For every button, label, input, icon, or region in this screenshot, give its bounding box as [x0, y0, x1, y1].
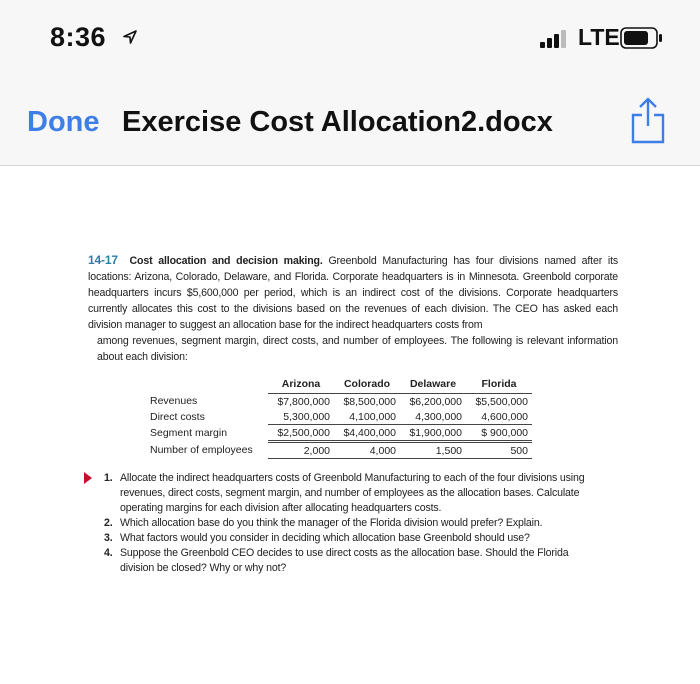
table-cell: $2,500,000: [268, 425, 334, 442]
question-text: Suppose the Greenbold CEO decides to use direct costs as the allocation base. Should the Florida division be closed? Why or why not?: [120, 547, 569, 574]
done-button[interactable]: Done: [27, 106, 100, 138]
list-item: [100, 516, 600, 531]
document-page: [88, 252, 618, 376]
table-cell: 4,300,000: [400, 409, 466, 425]
column-header: Delaware: [400, 376, 466, 394]
list-item: [100, 546, 600, 576]
column-header: Colorado: [334, 376, 400, 394]
document-title: Exercise Cost Allocation2.docx: [122, 106, 553, 138]
row-label: Segment margin: [150, 427, 228, 439]
top-bar: [0, 0, 700, 166]
problem-statement: [88, 252, 618, 333]
problem-text: Greenbold Manufacturing has four divisions named after its locations: Arizona, Colorado, Delaware, and Florida. Corporate headquarters is in Minnesota. Greenbold corporate headquarters incurs $5,600,000 per period, which is an indirect cost of the divisions. Corporate headquarters currently allocates this cost to the divisions based on the revenues of each division. The CEO has asked each division manager to suggest an allocation base for the indirect headquarters costs from: [88, 255, 619, 331]
share-icon[interactable]: [630, 96, 666, 144]
table-cell: 500: [466, 442, 532, 459]
table-row: [150, 409, 532, 425]
question-number: 4.: [104, 547, 113, 559]
table-cell: $5,500,000: [475, 395, 528, 408]
status-time: 8:36: [50, 22, 107, 52]
question-number: 1.: [104, 472, 113, 484]
table-row: [150, 442, 532, 459]
row-label: Number of employees: [150, 444, 253, 456]
table-cell: $1,900,000: [400, 425, 466, 442]
location-arrow-icon: [122, 29, 138, 45]
column-header: Arizona: [268, 376, 334, 394]
table-cell: $8,500,000: [343, 395, 396, 408]
list-item: [100, 471, 600, 516]
table-cell: $6,200,000: [409, 395, 462, 408]
column-header: Florida: [466, 376, 532, 394]
triangle-bullet-icon: [84, 472, 92, 484]
signal-strength-icon: [540, 30, 572, 48]
list-item: [100, 531, 600, 546]
question-list: [100, 471, 600, 576]
table-cell: $7,800,000: [277, 395, 330, 408]
table-row: [150, 425, 532, 442]
question-number: 3.: [104, 532, 113, 544]
table-row: [150, 394, 532, 410]
row-label: Direct costs: [150, 410, 205, 423]
table-cell: 4,000: [334, 442, 400, 459]
problem-number: 14-17: [88, 253, 118, 267]
question-text: Allocate the indirect headquarters costs of Greenbold Manufacturing to each of the four divisions using revenues, direct costs, segment margin, and number of employees as the allocation bases. Calculate operating margins for each division after allocating headquarters costs.: [120, 472, 585, 514]
table-cell: 2,000: [268, 442, 334, 459]
battery-icon: [620, 27, 664, 49]
network-type: LTE: [578, 24, 620, 50]
table-cell: 5,300,000: [268, 409, 334, 425]
problem-heading: Cost allocation and decision making.: [129, 255, 323, 267]
table-cell: 4,600,000: [466, 409, 532, 425]
question-number: 2.: [104, 517, 113, 529]
table-cell: 1,500: [400, 442, 466, 459]
question-text: Which allocation base do you think the manager of the Florida division would prefer? Explain.: [120, 517, 543, 529]
division-data-table: [150, 376, 532, 459]
table-cell: $ 900,000: [466, 425, 532, 442]
question-text: What factors would you consider in deciding which allocation base Greenbold should use?: [120, 532, 530, 544]
row-label: Revenues: [150, 395, 198, 408]
table-cell: $4,400,000: [334, 425, 400, 442]
table-header-row: [150, 376, 532, 394]
problem-text-continued: among revenues, segment margin, direct costs, and number of employees. The following is relevant information about each division:: [97, 335, 618, 363]
table-cell: 4,100,000: [334, 409, 400, 425]
